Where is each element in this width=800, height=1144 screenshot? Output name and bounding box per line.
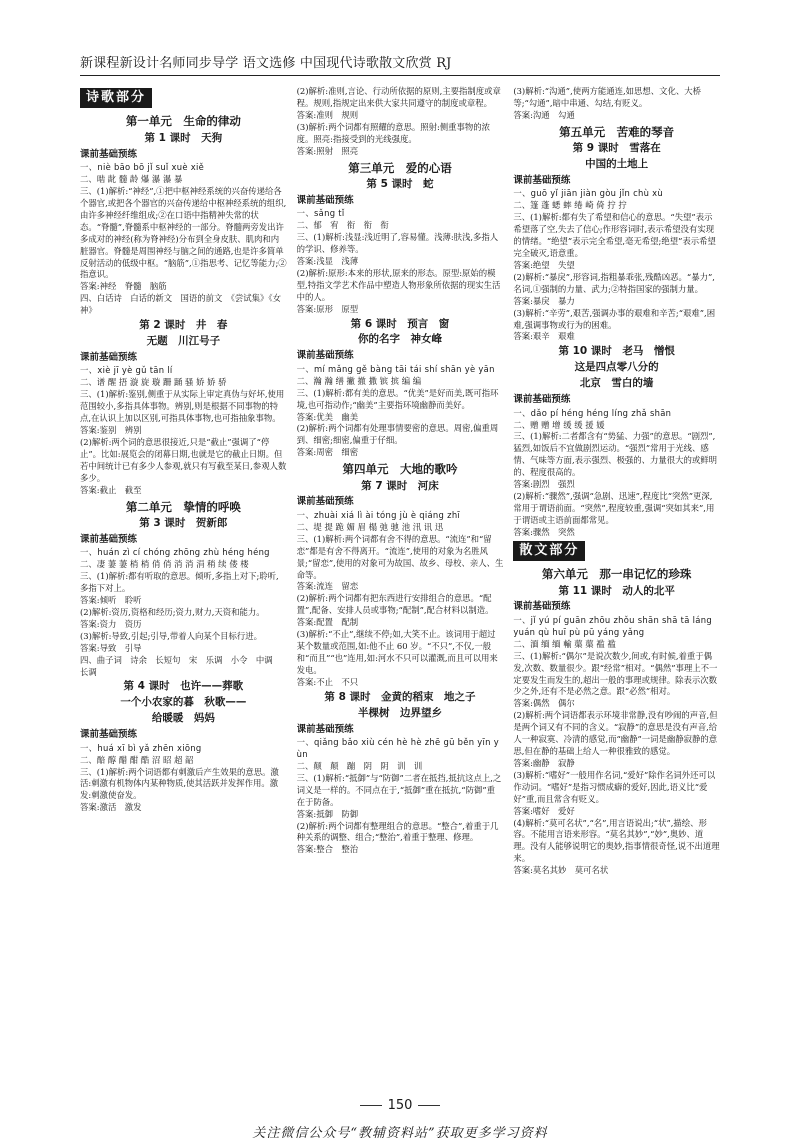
answer-line: 答案:神经 脊髓 脑筋 — [80, 281, 167, 292]
answer-line: (2)解析:两个词语都表示环境非常静,没有吵闹的声音,但是两个词又有不同的含义。“寂静”的意思是没有声音,给人一种寂寞、冷清的感觉,而“幽静”一词是幽静寂静的意思,但在静的基础上给人一种很雅致的感觉。 — [513, 710, 718, 757]
pinyin-line: 一、qiǎng bǎo xiù cén hè hè zhē gū běn yīn yùn — [296, 737, 499, 759]
answer-line: 答案:照射 照亮 — [296, 145, 359, 156]
answer-line: 答案:嗜好 爱好 — [513, 805, 575, 816]
subsection-heading: 课前基础预练 — [80, 351, 138, 363]
lesson-heading: 中国的土地上 — [585, 158, 649, 170]
answer-line: (2)解析:两个词都有处理事情要密的意思。周密,偏重周到、细密;细密,偏重于仔细。 — [296, 423, 499, 446]
answer-line: 答案:周密 细密 — [296, 447, 359, 458]
answer-line: 三、(1)解析:鉴别,侧重于从实际上审定真伪与好坏,使用范围较小,多指具体事物。辨别,则是根据不同事物的特点,在认识上加以区别,可指具体事物,也可指抽象事物。 — [80, 389, 285, 424]
pinyin-line: 一、mí mǎng gě bàng tāi tái shí shān yè yān — [296, 363, 495, 374]
lesson-heading: 第 1 课时 天狗 — [144, 131, 223, 144]
lesson-heading: 北京 雪白的墙 — [579, 377, 654, 390]
answer-line: 三、(1)解析:浅显:浅近明了,容易懂。浅薄:肤浅,多指人的学识、修养等。 — [296, 232, 499, 255]
answer-line: 答案:准则 规则 — [296, 109, 359, 120]
answer-line: 二、凄 萋 萋 梢 梢 俏 俏 消 消 涓 稍 续 偻 楼 — [80, 559, 249, 570]
answer-line: 三、(1)解析:“偶尔”是说次数少,间或,有时候,着重于偶发,次数、数量很少。跟“经常”相对。“偶然”事理上不一定要发生而发生的,超出一般的事理或规律。除表示次数少之外,还有不是必然之意。跟“必然”相对。 — [513, 650, 718, 697]
answer-line: 答案:倾听 聆听 — [80, 595, 142, 605]
column-left — [80, 86, 287, 1092]
unit-heading: 第六单元 那一串记忆的珍珠 — [541, 567, 692, 582]
lesson-heading: 这是四点零八分的 — [574, 361, 659, 374]
pinyin-line: 一、xiè jī yè gǔ tān lí — [80, 365, 173, 376]
pinyin-line: 一、sǎng tǐ — [296, 208, 345, 219]
answer-line: 二、赠 赠 增 缓 缓 援 媛 — [513, 419, 605, 430]
answer-line: (4)解析:“莫可名状”,“名”,用言语说出;“状”,描绘、形容。不能用言语来形容。“莫名其妙”,“妙”,奥妙、道理。没有人能够说明它的奥妙,指事情很奇怪,说不出道理来。 — [513, 817, 720, 864]
answer-line: (2)解析:两个词都有把东西进行安排组合的意思。“配置”,配备、安排人员或事物;“配制”,配合材料以制造。 — [296, 593, 494, 616]
answer-line: (2)解析:两个词的意思很接近,只是“截止”强调了“停止”。比如:展览会的闭幕日期,也就是它的截止日期。但若中间统计已有多少人参观,就只有写截至某日,参观人数多少。 — [80, 436, 287, 483]
lesson-heading: 给暖暖 妈妈 — [151, 712, 215, 725]
page-number: 150 — [0, 1098, 800, 1113]
answer-line: 答案:鉴别 辨别 — [80, 425, 142, 436]
answer-line: (2)解析:准则,言论、行动所依据的原则,主要指制度或章程。规则,指规定出来供大家共同遵守的制度或章程。 — [296, 86, 501, 108]
answer-line: 答案:优美 幽美 — [296, 411, 359, 422]
pinyin-line: 一、niè bāo bō jǐ suǐ xuè xiě — [80, 162, 205, 173]
subsection-heading: 课前基础预练 — [80, 148, 138, 160]
answer-line: (3)解析:“不止”,继续不停;如,大笑不止。该词用于超过某个数量或范围,如:他不止 60 岁。“不只”,不仅,一般和“而且”“也”连用,如:河水不只可以灌溉,而且可以用来发电。 — [296, 629, 498, 675]
answer-line: 三、(1)解析:“抵御”与“防御”二者在抵挡,抵抗这点上,之词义是一样的。不同点在于,“抵御”重在抵抗,“防御”重在于防备。 — [296, 772, 502, 807]
footer-note: 关注微信公众号“教辅资料站”获取更多学习资料 — [252, 1126, 548, 1141]
answer-line: 答案:莫名其妙 莫可名状 — [513, 865, 609, 876]
section-heading: 诗歌部分 — [80, 88, 152, 108]
answer-line: 三、(1)解析:两个词都有舍不得的意思。“流连”和“留恋”都是有舍不得离开。“流连”,使用的对象为名胜风景;“留恋”,使用的对象可为故国、故乡、母校、亲人、生命等。 — [296, 533, 504, 580]
answer-line: 答案:激活 激发 — [80, 802, 142, 813]
unit-heading: 第五单元 苦难的琴音 — [559, 124, 675, 139]
answer-line: 答案:抵御 防御 — [296, 808, 359, 819]
section-heading: 散文部分 — [513, 541, 585, 561]
subsection-heading: 课前基础预练 — [513, 394, 571, 406]
answer-line: (3)解析:“沟通”,使两方能通连,如思想、文化、大桥等;“勾通”,暗中串通、勾结,有贬义。 — [513, 86, 702, 108]
lesson-heading: 第 3 课时 贺新郎 — [139, 516, 228, 529]
unit-heading: 第三单元 爱的心语 — [348, 160, 452, 175]
answer-line: 答案:沟通 勾通 — [513, 109, 575, 120]
subsection-heading: 课前基础预练 — [296, 350, 354, 362]
lesson-heading: 第 6 课时 预言 窗 — [350, 317, 450, 330]
answer-line: 答案:剧烈 强烈 — [513, 479, 575, 490]
answer-line: 答案:资力 资历 — [80, 618, 142, 629]
answer-line: 二、瀚 瀚 缮 撇 撤 撒 镔 摈 编 编 — [296, 375, 422, 386]
header-title: 新课程新设计名师同步导学 语文选修 中国现代诗歌散文欣赏 RJ — [80, 56, 452, 71]
answer-line: (3)解析:导致,引起;引导,带着人向某个目标行进。 — [80, 630, 262, 641]
lesson-heading: 第 8 课时 金黄的稻束 地之子 — [324, 690, 476, 703]
answer-line: 三、(1)解析:都有美的意思。“优美”是好而美,既可指环境,也可指动作;“幽美”主要指环境幽静而美好。 — [296, 387, 499, 410]
subsection-heading: 课前基础预练 — [296, 723, 354, 735]
answer-line: 四、曲子词 诗余 长短句 宋 乐调 小令 中调 长调 — [80, 654, 281, 677]
answer-line: 答案:不止 不只 — [296, 676, 359, 687]
answer-line: 二、谱 醒 捂 漩 旋 璇 跚 踊 骚 娇 娇 骄 — [80, 377, 227, 388]
lesson-heading: 第 7 课时 河床 — [361, 479, 439, 492]
answer-line: 答案:艰辛 艰难 — [513, 331, 575, 342]
subsection-heading: 课前基础预练 — [513, 174, 571, 186]
subsection-heading: 课前基础预练 — [513, 601, 571, 613]
lesson-heading: 第 4 课时 也许——葬歌 — [123, 680, 244, 693]
answer-columns — [80, 86, 720, 1092]
answer-line: 答案:骤然 突然 — [513, 526, 575, 537]
lesson-heading: 半棵树 边界望乡 — [357, 706, 442, 719]
answer-line: 答案:流连 留恋 — [296, 581, 359, 592]
lesson-heading: 你的名字 神女峰 — [357, 333, 442, 346]
pinyin-line: 一、huá xī bì yǎ zhēn xiōng — [80, 742, 202, 753]
answer-line: 二、颠 颠 蹦 阴 阴 训 训 — [296, 760, 423, 771]
lesson-heading: 第 11 课时 动人的北平 — [558, 584, 675, 597]
answer-line: 答案:整合 整治 — [296, 844, 359, 855]
answer-line: (3)解析:“嗜好”一般用作名词,“爱好”除作名词外还可以作动词。“嗜好”是指习惯成癖的爱好,因此,语义比“爱好”重,而且常含有贬义。 — [513, 769, 716, 804]
subsection-heading: 课前基础预练 — [80, 533, 138, 545]
answer-line: 三、(1)解析:二者都含有“势猛、力强”的意思。“剧烈”,猛烈,如饭后不宜做剧烈运动。“强烈”常用于光线、感情、气味等方面,表示强烈、极强的、力量很大的或鲜明的、程度很高的。 — [513, 431, 717, 478]
section-heading-wrap — [80, 86, 287, 111]
answer-line: 答案:原形 原型 — [296, 303, 359, 314]
lesson-heading: 第 10 课时 老马 憎恨 — [558, 345, 675, 358]
answer-line: 答案:偶然 偶尔 — [513, 698, 575, 709]
answer-line: 二、醅 醇 醋 酣 酷 沼 昭 超 韶 — [80, 754, 194, 765]
answer-line: 三、(1)解析:都有失了希望和信心的意思。“失望”表示希望落了空,失去了信心;作形容词时,表示希望没有实现的情绪。“绝望”表示完全希望,毫无希望;绝望”表示希望完全破灭,语意重。 — [513, 212, 716, 258]
answer-line: 三、(1)解析:“神经”,①把中枢神经系统的兴奋传递给各个器官,或把各个器官的兴奋传递给中枢神经系统的组织,由许多神经纤维组成;②在口语中指精神失常的状态。“脊髓”,脊髓系中枢神经的一部分。脊髓两旁发出许多成对的神经(称为脊神经)分布到全身皮肤、肌肉和内脏器官。脊髓是周围神经与脑之间的通路,也是许多简单反射活动的低级中枢。“脑筋”,①指思考、记忆等能力;②指意识。 — [80, 186, 287, 280]
answer-line: 答案:配置 配制 — [296, 617, 359, 628]
subsection-heading: 课前基础预练 — [296, 496, 354, 508]
answer-line: (2)解析:“骤然”,强调“急剧、迅速”,程度比“突然”更深,常用于谓语前面。“突然”,程度较重,强调“突如其来”,用于谓语或主语前面都常见。 — [513, 491, 715, 525]
answer-line: 二、湎 缅 缅 輸 蕖 蕖 褴 褴 — [513, 638, 616, 649]
answer-line: 答案:绝望 失望 — [513, 259, 575, 270]
answer-line: 三、(1)解析:两个词语都有刺激后产生效果的意思。激活:刺激有机物体内某种物质,使其活跃并发挥作用。激发:刺激使奋发。 — [80, 766, 279, 801]
pinyin-line: 一、guō yǐ jiān jiàn gòu jǐn chù xù — [513, 188, 664, 199]
pinyin-line: 一、jǐ yú pí guān zhōu zhǒu shān shā tā láng yuán qù huī pù pū yáng yǎng — [513, 614, 712, 637]
answer-line: (2)解析:两个词都有整理组合的意思。“整合”,着重于几种关系的调整、组合;“整治”,着重于整理、修理。 — [296, 820, 499, 843]
answer-line: 四、白话诗 白话的新文 国语的前文 《尝试集》《女神》 — [80, 293, 281, 316]
answer-line: 二、堤 提 跪 媚 眉 榻 弛 驰 池 汛 讯 迅 — [296, 521, 444, 532]
pinyin-line: 一、huán zì cí chóng zhōng zhù héng héng — [80, 547, 270, 558]
unit-heading: 第四单元 大地的歌吟 — [342, 462, 458, 477]
answer-line: 答案:幽静 寂静 — [513, 757, 575, 768]
lesson-heading: 第 2 课时 井 春 — [139, 319, 228, 332]
section-heading-wrap — [513, 539, 720, 564]
unit-heading: 第一单元 生命的律动 — [125, 114, 241, 129]
answer-line: (3)解析:“辛劳”,艰苦,强调办事的艰难和辛苦;“艰难”,困难,强调事物或行为的困难。 — [513, 307, 716, 330]
answer-line: 答案:浅显 浅薄 — [296, 255, 359, 266]
lesson-heading: 一个小农家的暮 秋歌—— — [120, 696, 247, 709]
column-middle — [297, 86, 504, 1092]
answer-line: 答案:导致 引导 — [80, 642, 142, 653]
answer-line: 二、郁 宥 衔 衔 衔 — [296, 220, 389, 231]
pinyin-line: 一、dǎo pí héng héng líng zhǎ shān — [513, 407, 672, 418]
answer-line: (2)解析:“暴戾”,形容词,指粗暴乖张,残酷凶恶。“暴力”,名词,①强制的力量、武力;②特指国家的强制力量。 — [513, 271, 715, 294]
unit-heading: 第二单元 挚情的呼唤 — [125, 499, 241, 514]
lesson-heading: 无题 川江号子 — [146, 335, 221, 348]
lesson-heading: 第 5 课时 蛇 — [366, 177, 434, 190]
subsection-heading: 课前基础预练 — [296, 194, 354, 206]
header-rule — [80, 75, 720, 76]
page-header — [80, 52, 720, 76]
answer-line: 二、啮 龀 髓 龄 爆 瀑 瀑 暴 — [80, 174, 183, 185]
answer-line: (2)解析:资历,资格和经历;资力,财力,天资和能力。 — [80, 606, 265, 617]
subsection-heading: 课前基础预练 — [80, 729, 138, 741]
answer-line: (2)解析:原形:本来的形状,原来的形态。原型:原始的模型,特指文学艺术作品中塑造人物形象所依据的现实生活中的人。 — [296, 267, 501, 302]
answer-line: (3)解析:两个词都有照耀的意思。照射:侧重事物的浓度。照亮:指接受到的光线强度。 — [296, 121, 491, 144]
lesson-heading: 第 9 课时 雪落在 — [572, 142, 661, 155]
answer-line: 三、(1)解析:都有听取的意思。倾听,多指上对下;聆听,多指下对上。 — [80, 571, 279, 594]
answer-line: 答案:截止 截至 — [80, 484, 142, 495]
answer-line: 答案:暴戾 暴力 — [513, 295, 575, 306]
pinyin-line: 一、zhuài xiá lì ài tóng jù è qiáng zhī — [296, 509, 461, 520]
column-right — [513, 86, 720, 1092]
answer-line: 二、篷 蓬 蟋 蟀 绻 崎 倚 拧 拧 — [513, 200, 627, 211]
